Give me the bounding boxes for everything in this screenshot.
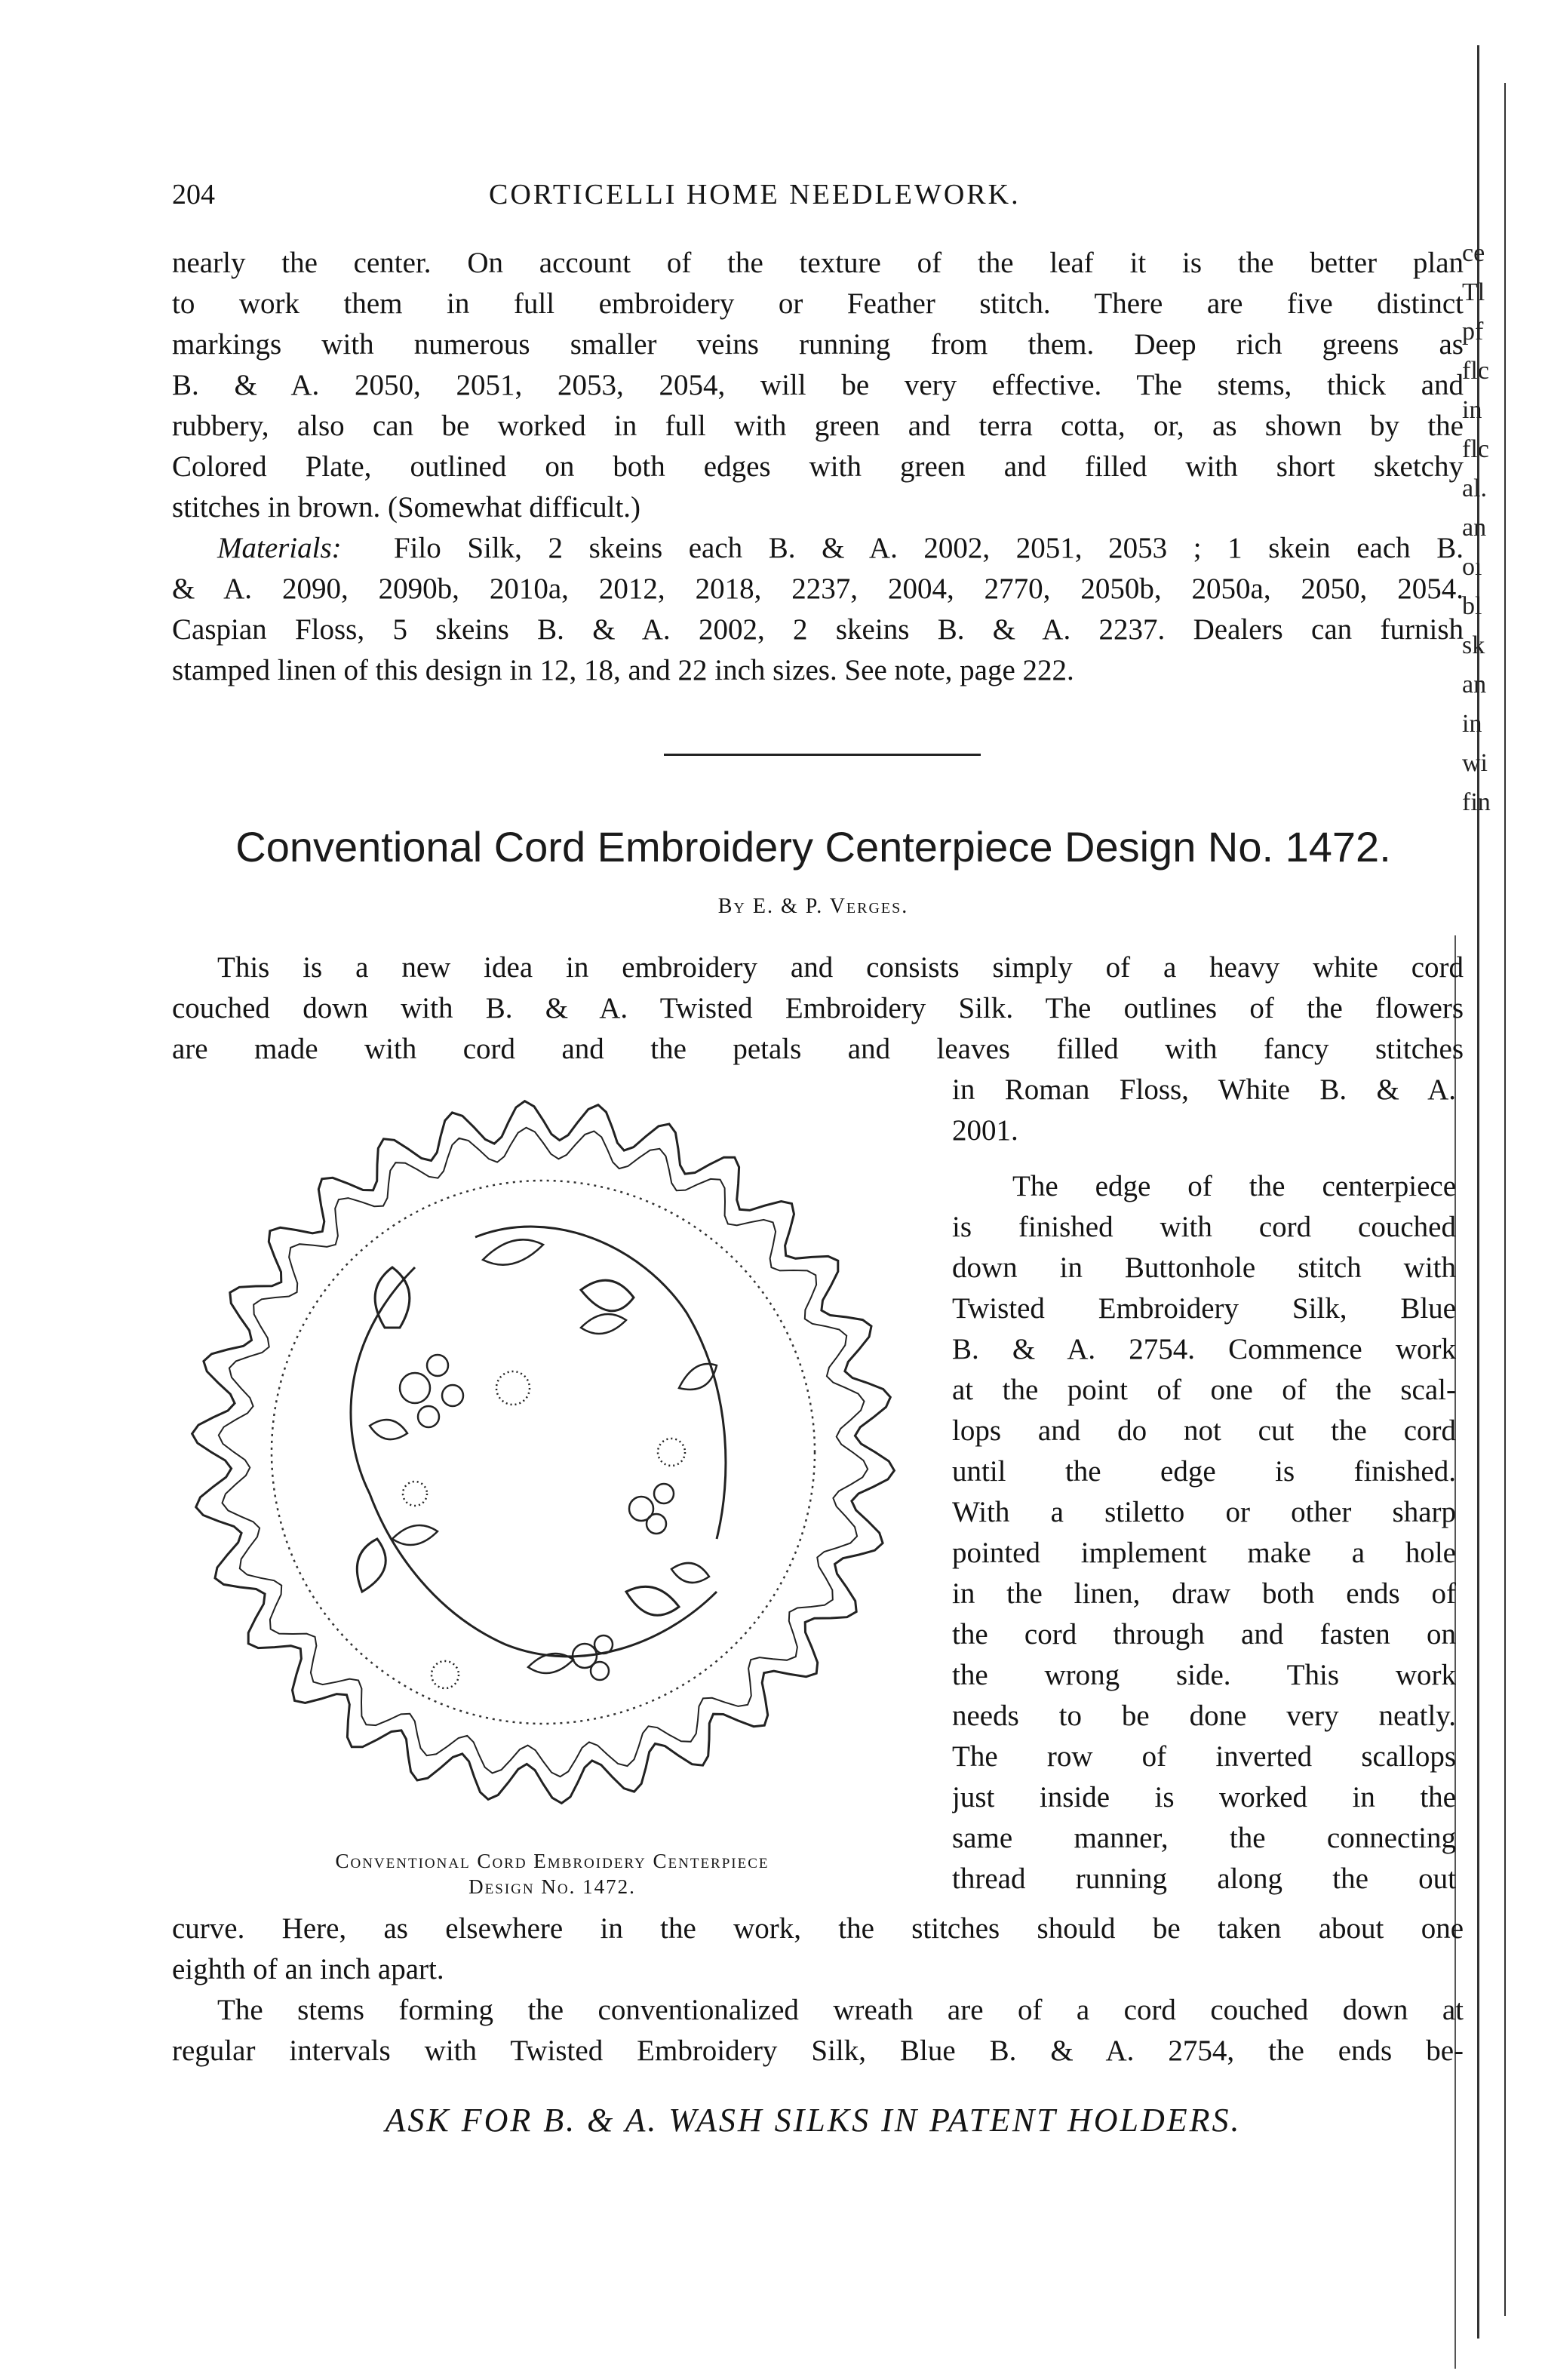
body-line: eighth of an inch apart. <box>172 1953 444 1985</box>
materials-line: Caspian Floss, 5 skeins B. & A. 2002, 2 skeins B. & A. 2237. Dealers can furnish <box>172 613 1464 646</box>
intro-line: stitches in brown. (Somewhat difficult.) <box>172 491 641 524</box>
edge-fragment: wi <box>1462 749 1488 777</box>
edge-fragment: an <box>1462 671 1487 699</box>
materials-line <box>172 528 1464 569</box>
side-line: pointed implement make a hole <box>952 1537 1456 1569</box>
wreath-stem-right <box>475 1227 726 1539</box>
side-line: needs to be done very neatly. <box>952 1700 1456 1732</box>
edge-fragment: pf <box>1462 318 1484 345</box>
edge-fragment: ce <box>1462 239 1485 267</box>
edge-fragment: flc <box>1462 357 1489 385</box>
materials-line: & A. 2090, 2090b, 2010a, 2012, 2018, 2237, 2004, 2770, 2050b, 2050a, 2050, 2054. <box>172 573 1464 605</box>
side-line: The edge of the centerpiece <box>1012 1170 1456 1202</box>
outer-scallop-edge <box>192 1101 895 1804</box>
intro-paragraph <box>172 243 1464 691</box>
side-line: down in Buttonhole stitch with <box>952 1251 1456 1284</box>
side-line: thread running along the out <box>952 1863 1456 1895</box>
edge-fragment: sk <box>1462 631 1485 659</box>
edge-fragment: in <box>1462 710 1482 738</box>
flower-motifs <box>400 1355 685 1688</box>
centerpiece-illustration <box>175 1071 929 2007</box>
side-line: lops and do not cut the cord <box>952 1414 1456 1447</box>
section-title: Conventional Cord Embroidery Centerpiece Design No. 1472. <box>235 823 1391 871</box>
intro-line: to work them in full embroidery or Feather stitch. There are five distinct <box>172 287 1464 320</box>
materials-text: Filo Silk, 2 skeins each B. & A. 2002, 2051, 2053 ; 1 skein each B. <box>393 532 1464 564</box>
running-title: CORTICELLI HOME NEEDLEWORK. <box>489 179 1021 210</box>
intro-line: nearly the center. On account of the texture of the leaf it is the better plan <box>172 247 1464 279</box>
intro-line: B. & A. 2050, 2051, 2053, 2054, will be very effective. The stems, thick and <box>172 369 1464 401</box>
side-line: is finished with cord couched <box>952 1211 1456 1243</box>
side-line: the cord through and fasten on <box>952 1618 1456 1651</box>
body-line: couched down with B. & A. Twisted Embroidery Silk. The outlines of the flowers <box>172 992 1464 1024</box>
side-line: 2001. <box>952 1114 1018 1147</box>
caption-line: Conventional Cord Embroidery Centerpiece <box>335 1850 769 1872</box>
edge-fragment: bl <box>1462 592 1482 620</box>
edge-fragment: flc <box>1462 435 1489 463</box>
side-line: The row of inverted scallops <box>952 1740 1456 1773</box>
body-paragraph-wide <box>172 947 1464 1070</box>
side-column-text <box>952 1070 1456 1899</box>
side-line: the wrong side. This work <box>952 1659 1456 1691</box>
centerpiece-drawing <box>189 1071 913 1833</box>
edge-fragment: in <box>1462 396 1482 424</box>
body-line: This is a new idea in embroidery and consists simply of a heavy white cord <box>217 951 1464 984</box>
intro-line: Colored Plate, outlined on both edges with green and filled with short sketchy <box>172 450 1464 483</box>
materials-label: Materials: <box>217 532 342 564</box>
side-line: until the edge is finished. <box>952 1455 1456 1488</box>
section-separator <box>664 754 981 756</box>
scallop-buttonhole-edge <box>219 1128 868 1777</box>
side-line: With a stiletto or other sharp <box>952 1496 1456 1528</box>
body-line: The stems forming the conventionalized wreath are of a cord couched down at <box>217 1994 1464 2026</box>
intro-line: rubbery, also can be worked in full with green and terra cotta, or, as shown by the <box>172 410 1464 442</box>
leaves <box>370 1239 717 1673</box>
materials-line: stamped linen of this design in 12, 18, and 22 inch sizes. See note, page 222. <box>172 654 1074 686</box>
advertisement-line: ASK FOR B. & A. WASH SILKS IN PATENT HOLDERS. <box>385 2102 1242 2139</box>
side-line: B. & A. 2754. Commence work <box>952 1333 1456 1365</box>
tulip-buds <box>357 1267 679 1615</box>
page-number: 204 <box>172 179 215 210</box>
body-line: regular intervals with Twisted Embroidery Silk, Blue B. & A. 2754, the ends be- <box>172 2035 1464 2067</box>
body-line: curve. Here, as elsewhere in the work, the stitches should be taken about one <box>172 1912 1464 1945</box>
figure-caption <box>175 1848 929 1899</box>
side-line: just inside is worked in the <box>952 1781 1456 1813</box>
side-line: in Roman Floss, White B. & A. <box>952 1073 1456 1106</box>
body-paragraph-tail <box>172 1909 1464 2071</box>
caption-line: Design No. 1472. <box>468 1875 636 1898</box>
inner-scallop-ring <box>272 1181 815 1724</box>
edge-fragment: al. <box>1462 474 1488 502</box>
running-header <box>172 178 1454 220</box>
side-line: at the point of one of the scal- <box>952 1374 1456 1406</box>
adjacent-page-fragments <box>1462 234 1507 822</box>
intro-line: markings with numerous smaller veins running from them. Deep rich greens as <box>172 328 1464 361</box>
side-line: Twisted Embroidery Silk, Blue <box>952 1292 1456 1325</box>
edge-fragment: an <box>1462 514 1487 542</box>
side-line: in the linen, draw both ends of <box>952 1577 1456 1610</box>
byline: By E. & P. Verges. <box>717 895 909 918</box>
body-line: are made with cord and the petals and leaves filled with fancy stitches <box>172 1033 1464 1065</box>
edge-fragment: Tl <box>1462 278 1485 306</box>
edge-fragment: oı <box>1462 553 1482 581</box>
edge-fragment: fin <box>1462 788 1491 816</box>
side-line: same manner, the connecting <box>952 1822 1456 1854</box>
